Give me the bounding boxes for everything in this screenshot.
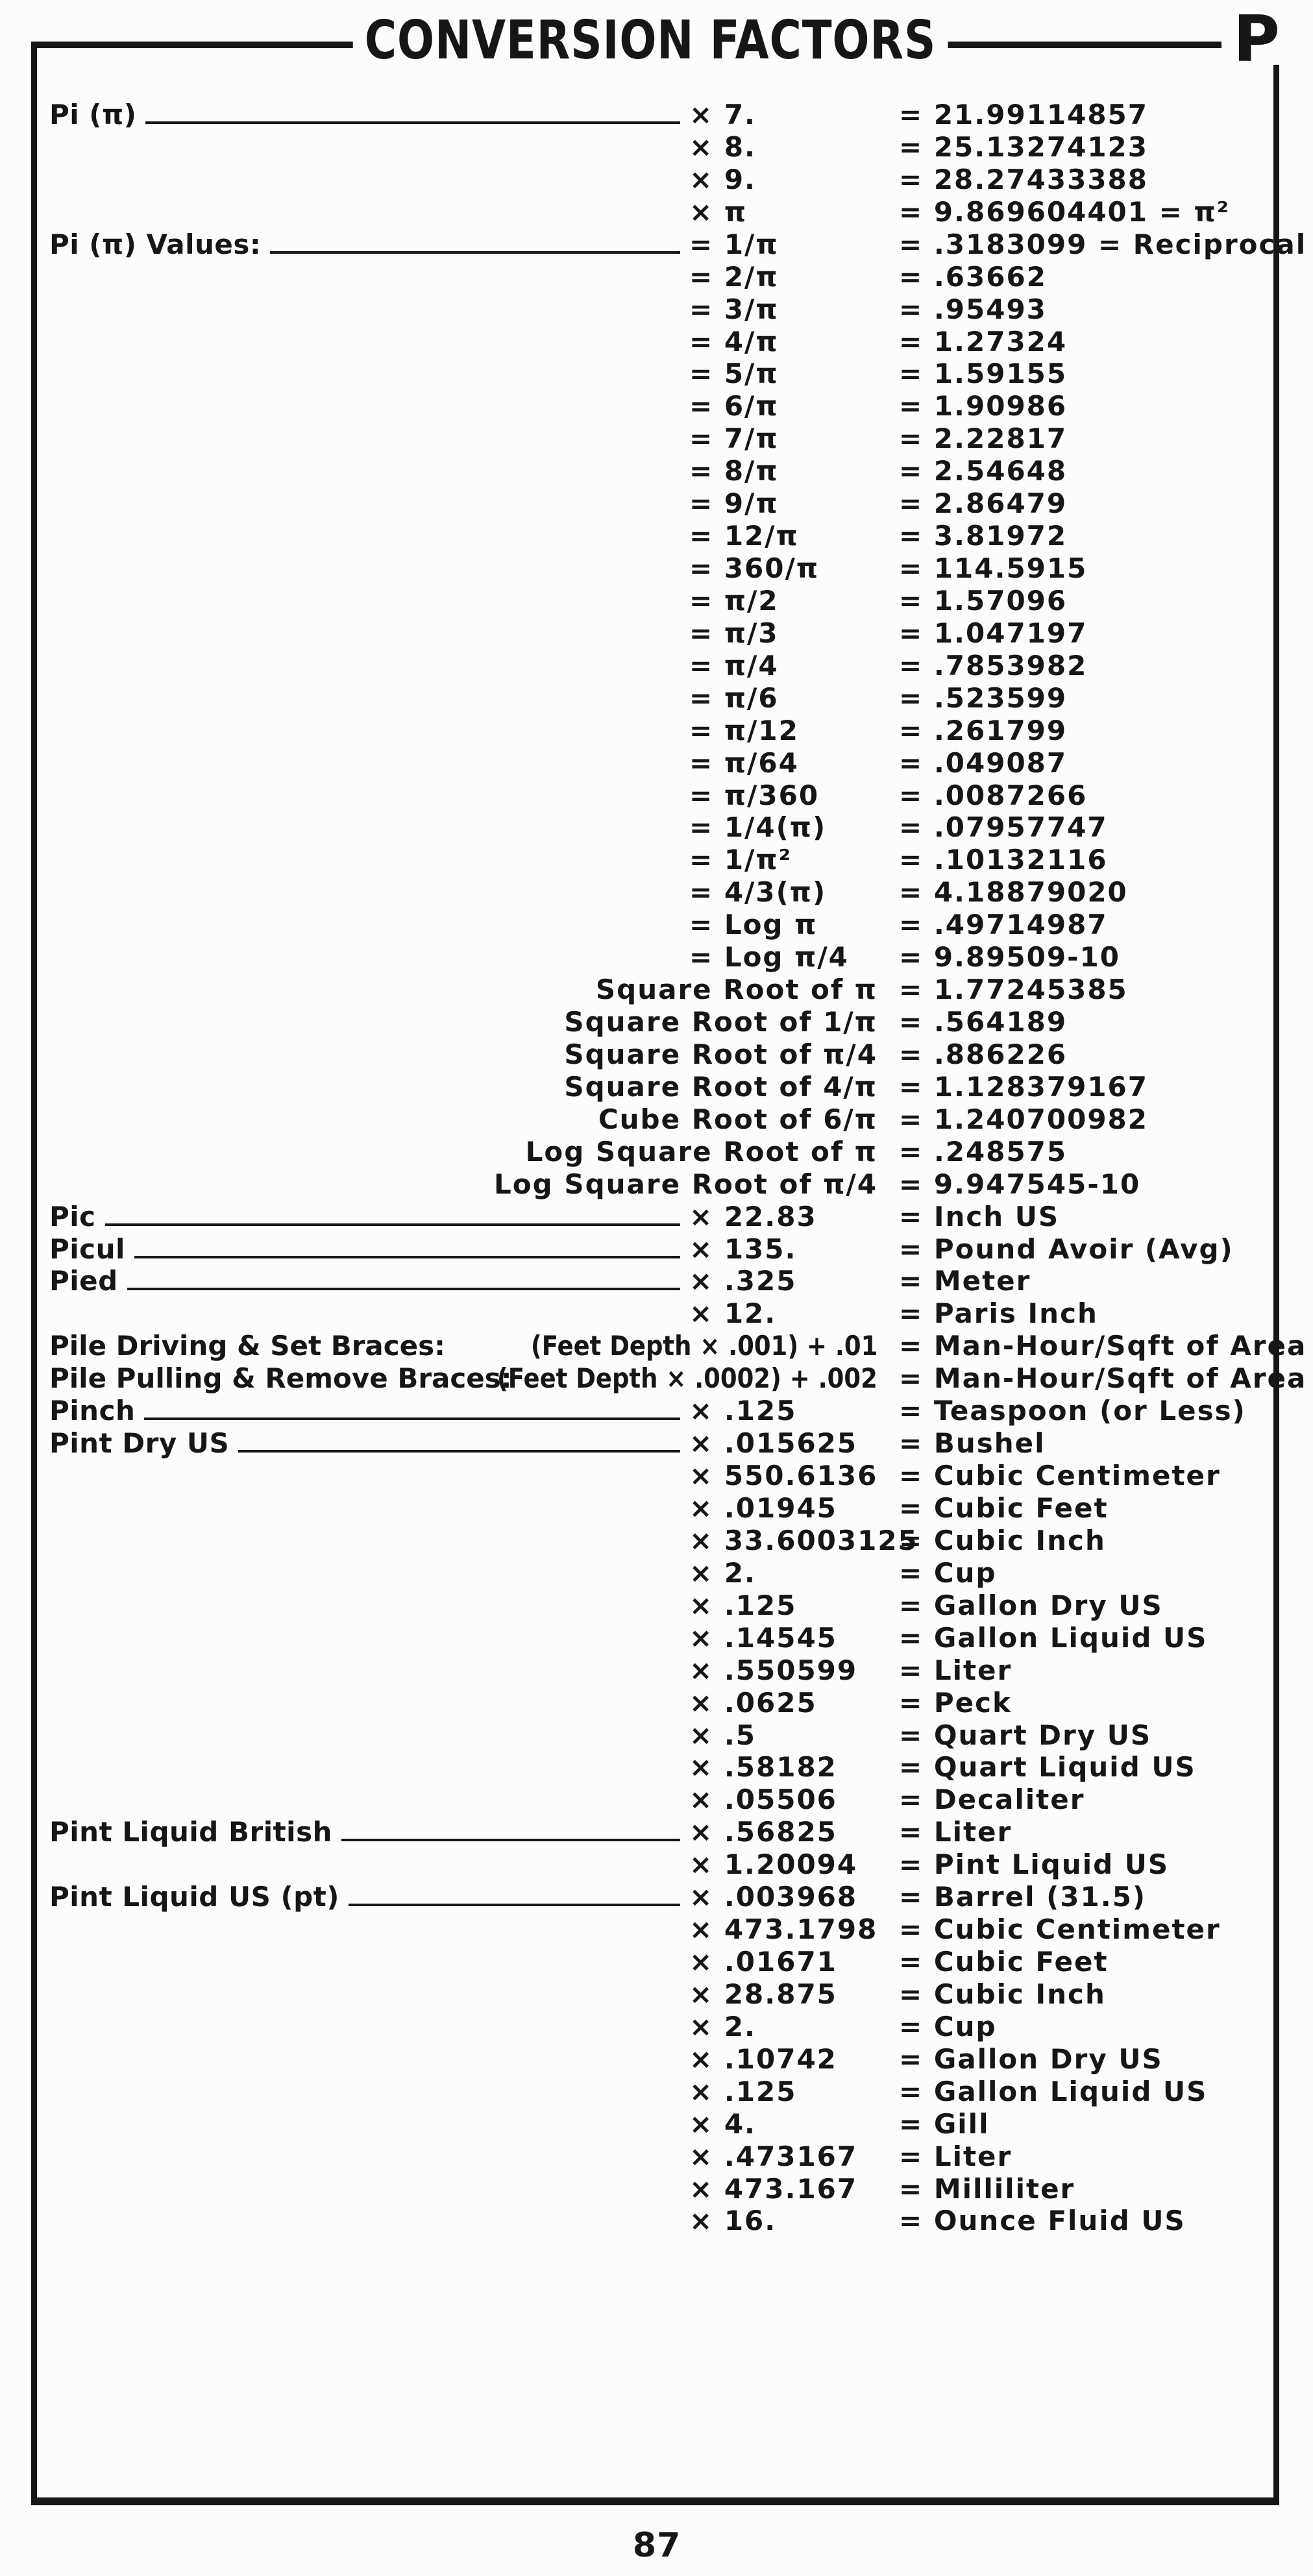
- row-factor: = 3/π: [689, 293, 779, 325]
- row-label-area: [49, 1201, 680, 1233]
- row-factor: Log Square Root of π/4: [494, 1168, 877, 1200]
- conversion-row: [0, 196, 1313, 228]
- row-label: Pile Pulling & Remove Braces:: [49, 1362, 512, 1395]
- conversion-row: [0, 1136, 1313, 1168]
- row-label-area: [49, 99, 680, 131]
- row-factor: × .125: [689, 2075, 797, 2107]
- row-result: = Man-Hour/Sqft of Area: [899, 1362, 1307, 1395]
- row-result: = .63662: [899, 260, 1047, 293]
- leader-line: [349, 1904, 680, 1906]
- conversion-row: [0, 1557, 1313, 1589]
- row-result: = Man-Hour/Sqft of Area: [899, 1330, 1307, 1362]
- row-factor: × .125: [689, 1589, 797, 1621]
- row-factor: = 6/π: [689, 390, 779, 423]
- conversion-row: [0, 1816, 1313, 1848]
- leader-line: [127, 1288, 680, 1290]
- conversion-row: [0, 1687, 1313, 1719]
- row-label: Pi (π): [49, 99, 137, 130]
- conversion-row: [0, 1103, 1313, 1136]
- row-label-area: [49, 1265, 680, 1297]
- row-factor: = 4/3(π): [689, 876, 827, 909]
- row-result: = .248575: [899, 1135, 1068, 1168]
- row-result: = 1.59155: [899, 358, 1068, 390]
- row-factor: × 135.: [689, 1233, 797, 1265]
- row-label-area: [49, 228, 680, 261]
- row-factor: × 9.: [689, 163, 756, 195]
- page-title: CONVERSION FACTORS: [353, 12, 948, 70]
- row-result: = 1.77245385: [899, 974, 1128, 1006]
- row-result: = .7853982: [899, 649, 1088, 681]
- row-result: = 21.99114857: [899, 99, 1149, 130]
- row-factor: × 1.20094: [689, 1848, 858, 1881]
- conversion-row: [0, 228, 1313, 261]
- conversion-row: [0, 520, 1313, 552]
- row-factor: × .10742: [689, 2042, 837, 2075]
- row-factor: × 28.875: [689, 1978, 837, 2010]
- row-result: = 1.240700982: [899, 1103, 1149, 1135]
- conversion-row: [0, 2076, 1313, 2108]
- row-factor: = 12/π: [689, 520, 799, 552]
- row-label: Pic: [49, 1200, 96, 1233]
- row-result: = 1.047197: [899, 617, 1088, 649]
- row-result: = Cubic Centimeter: [899, 1913, 1221, 1946]
- row-factor: = 1/4(π): [689, 811, 827, 844]
- row-result: = Liter: [899, 1654, 1012, 1686]
- row-result: = Cubic Centimeter: [899, 1460, 1221, 1492]
- row-factor: × .0625: [689, 1686, 817, 1719]
- row-result: = Barrel (31.5): [899, 1881, 1147, 1913]
- conversion-row: [0, 1654, 1313, 1687]
- row-label: Pint Dry US: [49, 1427, 230, 1460]
- row-factor: × .125: [689, 1395, 797, 1427]
- row-factor: = π/360: [689, 779, 820, 811]
- page-box-border-bottom: [31, 2497, 1279, 2505]
- row-label: Pile Driving & Set Braces:: [49, 1330, 445, 1362]
- row-result: = .49714987: [899, 909, 1108, 941]
- row-factor: × π: [689, 195, 748, 228]
- row-factor: × 33.6003125: [689, 1524, 918, 1556]
- conversion-row: [0, 1784, 1313, 1816]
- row-result: = 4.18879020: [899, 876, 1128, 909]
- conversion-row: [0, 1395, 1313, 1427]
- row-result: = 2.86479: [899, 487, 1068, 520]
- conversion-row: [0, 715, 1313, 747]
- row-result: = Ounce Fluid US: [899, 2205, 1186, 2237]
- leader-line: [270, 251, 680, 254]
- conversion-row: [0, 1071, 1313, 1103]
- row-factor: × .14545: [689, 1621, 837, 1654]
- conversion-row: [0, 131, 1313, 164]
- row-factor: × 550.6136: [689, 1460, 878, 1492]
- row-factor: × 7.: [689, 99, 756, 130]
- row-factor: × 8.: [689, 130, 756, 163]
- row-result: = Paris Inch: [899, 1297, 1098, 1330]
- row-result: = 114.5915: [899, 552, 1088, 585]
- conversion-row: [0, 1233, 1313, 1266]
- conversion-row: [0, 876, 1313, 909]
- row-factor: = 5/π: [689, 358, 779, 390]
- row-factor: × .5: [689, 1719, 756, 1751]
- row-factor: × 473.167: [689, 2172, 858, 2205]
- row-factor: × .325: [689, 1265, 797, 1297]
- row-result: = 1.90986: [899, 390, 1068, 423]
- row-result: = .564189: [899, 1006, 1068, 1038]
- conversion-row: [0, 552, 1313, 585]
- row-label: Picul: [49, 1233, 125, 1265]
- row-result: = Meter: [899, 1265, 1031, 1297]
- row-result: = Decaliter: [899, 1784, 1085, 1816]
- row-factor: × .05506: [689, 1784, 837, 1816]
- row-result: = Cubic Feet: [899, 1491, 1109, 1524]
- row-label-area: [49, 1816, 680, 1848]
- row-result: = Gallon Dry US: [899, 2042, 1163, 2075]
- row-result: = Bushel: [899, 1427, 1046, 1460]
- conversion-row: [0, 1751, 1313, 1784]
- conversion-row: [0, 974, 1313, 1006]
- row-result: = Inch US: [899, 1200, 1060, 1233]
- conversion-row: [0, 811, 1313, 844]
- row-result: = .523599: [899, 681, 1068, 714]
- row-result: = Cubic Inch: [899, 1524, 1106, 1556]
- conversion-row: [0, 2141, 1313, 2173]
- row-label: Pi (π) Values:: [49, 228, 262, 260]
- row-factor: × .003968: [689, 1881, 858, 1913]
- row-result: = Liter: [899, 1816, 1012, 1848]
- row-factor: Log Square Root of π: [525, 1135, 877, 1168]
- row-factor: × 12.: [689, 1297, 777, 1330]
- row-factor: = 9/π: [689, 487, 779, 520]
- row-result: = .07957747: [899, 811, 1108, 844]
- row-result: = .0087266: [899, 779, 1088, 811]
- row-factor: = π/3: [689, 617, 779, 649]
- row-label-area: [49, 1881, 680, 1913]
- conversion-row: [0, 1201, 1313, 1233]
- row-factor: = π/64: [689, 746, 799, 779]
- row-factor: × .473167: [689, 2140, 858, 2172]
- conversion-row: [0, 1525, 1313, 1557]
- row-factor: × .01945: [689, 1491, 837, 1524]
- row-result: = Milliliter: [899, 2172, 1075, 2205]
- conversion-row: [0, 2043, 1313, 2076]
- row-label-area: [49, 1427, 680, 1460]
- conversion-row: [0, 1913, 1313, 1946]
- conversion-row: [0, 1946, 1313, 1978]
- conversion-row: [0, 941, 1313, 974]
- conversion-row: [0, 1427, 1313, 1460]
- row-result: = 1.57096: [899, 584, 1068, 617]
- row-result: = 9.869604401 = π²: [899, 195, 1231, 228]
- row-result: = 9.89509-10: [899, 941, 1120, 974]
- row-result: = 2.22817: [899, 423, 1068, 455]
- row-factor: = Log π: [689, 909, 818, 941]
- row-factor: = 2/π: [689, 260, 779, 293]
- conversion-row: [0, 2173, 1313, 2205]
- row-factor: Square Root of π: [595, 974, 877, 1006]
- conversion-row: [0, 2011, 1313, 2043]
- conversion-row: [0, 2108, 1313, 2141]
- conversion-row: [0, 1589, 1313, 1622]
- row-result: = .261799: [899, 714, 1068, 746]
- conversion-row: [0, 1978, 1313, 2011]
- conversion-row: [0, 1848, 1313, 1881]
- leader-line: [144, 1417, 680, 1420]
- row-result: = .886226: [899, 1038, 1068, 1070]
- row-result: = 9.947545-10: [899, 1168, 1141, 1200]
- row-factor: × .56825: [689, 1816, 837, 1848]
- row-factor: = 1/π²: [689, 844, 792, 876]
- conversion-row: [0, 326, 1313, 358]
- conversion-row: [0, 650, 1313, 682]
- conversion-row: [0, 617, 1313, 650]
- row-result: = Cubic Inch: [899, 1978, 1106, 2010]
- row-factor: × .015625: [689, 1427, 858, 1460]
- row-factor: (Feet Depth × .0002) + .002: [497, 1362, 877, 1395]
- row-factor: × 2.: [689, 1556, 756, 1589]
- row-factor: = π/4: [689, 649, 779, 681]
- leader-line: [134, 1256, 680, 1258]
- row-result: = Teaspoon (or Less): [899, 1395, 1246, 1427]
- row-result: = 28.27433388: [899, 163, 1149, 195]
- conversion-row: [0, 99, 1313, 131]
- row-result: = Pint Liquid US: [899, 1848, 1170, 1881]
- row-factor: Cube Root of 6/π: [598, 1103, 877, 1135]
- row-factor: = π/6: [689, 681, 779, 714]
- row-factor: × .58182: [689, 1751, 837, 1784]
- row-result: = 2.54648: [899, 455, 1068, 487]
- row-factor: Square Root of 4/π: [564, 1070, 877, 1103]
- leader-line: [105, 1223, 680, 1226]
- row-result: = Gallon Dry US: [899, 1589, 1163, 1621]
- conversion-row: [0, 1622, 1313, 1654]
- row-result: = 3.81972: [899, 520, 1068, 552]
- row-factor: × 4.: [689, 2107, 756, 2140]
- row-label: Pied: [49, 1265, 118, 1297]
- row-result: = Peck: [899, 1686, 1012, 1719]
- conversion-row: [0, 682, 1313, 715]
- conversion-row: [0, 1038, 1313, 1071]
- row-result: = Liter: [899, 2140, 1012, 2172]
- row-result: = Quart Liquid US: [899, 1751, 1196, 1784]
- row-factor: × 473.1798: [689, 1913, 878, 1946]
- leader-line: [145, 121, 680, 124]
- row-factor: = 4/π: [689, 325, 779, 358]
- row-factor: = 7/π: [689, 423, 779, 455]
- conversion-row: [0, 423, 1313, 455]
- row-factor: (Feet Depth × .001) + .01: [530, 1330, 877, 1362]
- row-result: = Gallon Liquid US: [899, 2075, 1208, 2107]
- row-factor: = 8/π: [689, 455, 779, 487]
- conversion-row: [0, 1297, 1313, 1330]
- row-label: Pint Liquid British: [49, 1816, 332, 1848]
- row-label: Pinch: [49, 1395, 136, 1427]
- row-result: = Cup: [899, 1556, 997, 1589]
- row-result: = .3183099 = Reciprocal: [899, 228, 1307, 260]
- row-result: = Quart Dry US: [899, 1719, 1152, 1751]
- row-factor: = 360/π: [689, 552, 820, 585]
- row-factor: Square Root of 1/π: [564, 1006, 877, 1038]
- conversion-row: [0, 1460, 1313, 1492]
- row-result: = Cup: [899, 2010, 997, 2042]
- row-factor: = π/2: [689, 584, 779, 617]
- conversion-row: [0, 585, 1313, 617]
- row-result: = Gallon Liquid US: [899, 1621, 1208, 1654]
- row-result: = Gill: [899, 2107, 990, 2140]
- row-result: = Pound Avoir (Avg): [899, 1233, 1234, 1265]
- conversion-row: [0, 358, 1313, 390]
- conversion-row: [0, 844, 1313, 876]
- row-factor: × 16.: [689, 2205, 777, 2237]
- row-factor: Square Root of π/4: [564, 1038, 877, 1070]
- row-label-area: [49, 1233, 680, 1266]
- row-result: = .049087: [899, 746, 1068, 779]
- row-factor: × 2.: [689, 2010, 756, 2042]
- conversion-row: [0, 2205, 1313, 2237]
- row-result: = 1.27324: [899, 325, 1068, 358]
- section-letter-tab: P: [1233, 3, 1280, 77]
- row-factor: × .550599: [689, 1654, 858, 1686]
- conversion-row: [0, 455, 1313, 487]
- row-label-area: [49, 1395, 680, 1427]
- row-factor: = Log π/4: [689, 941, 849, 974]
- row-factor: × 22.83: [689, 1200, 817, 1233]
- leader-line: [341, 1839, 680, 1841]
- conversion-row: [0, 487, 1313, 520]
- conversion-row: [0, 293, 1313, 326]
- conversion-row: [0, 1006, 1313, 1038]
- conversion-row: [0, 1492, 1313, 1525]
- row-result: = 1.128379167: [899, 1070, 1149, 1103]
- row-result: = 25.13274123: [899, 130, 1149, 163]
- conversion-row: [0, 1719, 1313, 1752]
- conversion-row: [0, 1330, 1313, 1362]
- row-result: = Cubic Feet: [899, 1946, 1109, 1978]
- row-result: = .10132116: [899, 844, 1108, 876]
- conversion-row: [0, 1265, 1313, 1297]
- page-number: 87: [632, 2526, 681, 2565]
- conversion-row: [0, 779, 1313, 812]
- conversion-row: [0, 1362, 1313, 1395]
- conversion-row: [0, 1881, 1313, 1913]
- conversion-row: [0, 164, 1313, 196]
- row-factor: = 1/π: [689, 228, 779, 260]
- conversion-row: [0, 390, 1313, 423]
- conversion-row: [0, 1168, 1313, 1201]
- conversion-row: [0, 747, 1313, 779]
- conversion-row: [0, 909, 1313, 941]
- row-factor: = π/12: [689, 714, 799, 746]
- row-factor: × .01671: [689, 1946, 837, 1978]
- row-result: = .95493: [899, 293, 1047, 325]
- row-label: Pint Liquid US (pt): [49, 1881, 339, 1913]
- leader-line: [238, 1450, 680, 1453]
- conversion-row: [0, 261, 1313, 293]
